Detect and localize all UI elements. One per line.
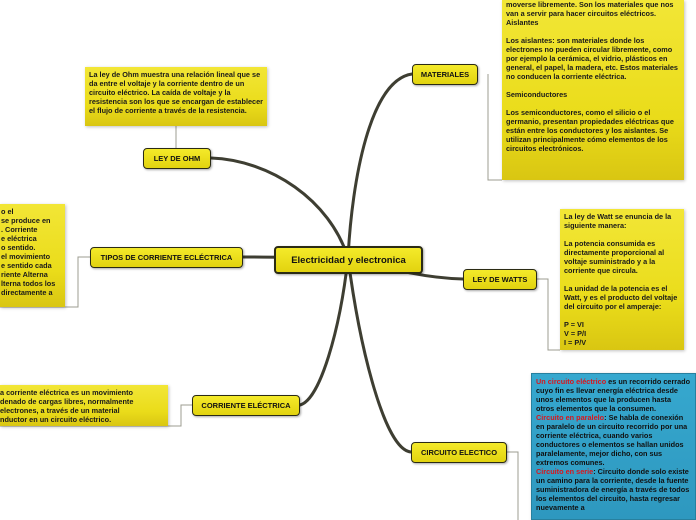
tipos-note (0, 204, 65, 307)
topic-label: CIRCUITO ELECTICO (420, 448, 498, 457)
connector-materiales-note (488, 74, 502, 180)
connector-watts-note (537, 279, 560, 350)
topic-label: MATERIALES (420, 70, 470, 79)
circuito-definition: : Se habla de conexión en paralelo de un circuito recorrido por una corriente eléctrica, cuando varios conductores o elementos se hallan unidos paralelamente, mejor dicho, con sus extremos comunes. (536, 413, 688, 467)
topic-label: CORRIENTE ELÉCTRICA (201, 401, 291, 410)
tipos-note-line: o sentido. (1, 243, 36, 252)
tipos-note-line: . Corriente (1, 225, 38, 234)
corriente-note-line: nductor en un circuito eléctrico. (0, 415, 112, 424)
ohm-note-text: La ley de Ohm muestra una relación lineal que se da entre el voltaje y la corriente dentro de un circuito eléctrico. La caída de voltaje y la resistencia son los que se encargan de establecer el flujo de corriente a través de la resistencia. (89, 70, 263, 115)
watts-note-line: P = VI (564, 320, 584, 329)
topic-label: LEY DE WATTS (472, 275, 528, 284)
tipos-note-line: se produce en (1, 216, 51, 225)
corriente-note-line: a corriente eléctrica es un movimiento (0, 388, 134, 397)
watts-note-line: I = P/V (564, 338, 587, 347)
circuito-note-paragraph (536, 413, 691, 467)
circuito-definition: es un recorrido cerrado cuyo fin es llevar energía eléctrica desde unos elementos que la producen hasta otros elementos que la consumen. (536, 377, 691, 413)
topic-materiales[interactable] (412, 64, 478, 85)
tipos-note-line: directamente a (1, 288, 53, 297)
circuito-note-paragraph (536, 467, 691, 512)
branch-corriente (300, 258, 348, 405)
corriente-note-line: denado de cargas libres, normalmente (0, 397, 134, 406)
topic-circuito-electico[interactable] (411, 442, 507, 463)
central-topic[interactable] (274, 246, 423, 274)
circuito-term: Circuito en paralelo (536, 413, 605, 422)
circuito-term: Un circuito eléctrico (536, 377, 607, 386)
ohm-note (85, 67, 267, 126)
materiales-note-line: Los semiconductores, como el silicio o el germanio, presentan propiedades eléctricas que están entre los conductores y los aislantes. Se utilizan principalmente cómo elementos de los circuitos electrónicos. (506, 108, 674, 153)
watts-note-line: La potencia consumida es directamente proporcional al voltaje suministrado y a la corriente que circula. (564, 239, 665, 275)
tipos-note-line: el movimiento (1, 252, 51, 261)
tipos-note-line: o el (1, 207, 14, 216)
corriente-note-line: electrones, a través de un material (0, 406, 120, 415)
tipos-note-line: lterna todos los (1, 279, 56, 288)
tipos-note-line: riente Alterna (1, 270, 48, 279)
topic-label: LEY DE OHM (153, 154, 201, 163)
connector-circuito-note (507, 452, 518, 520)
materiales-note-line: Aislantes (506, 18, 539, 27)
watts-note-line: La unidad de la potencia es el Watt, y es el producto del voltaje del circuito por el amperaje: (564, 284, 678, 311)
branch-materiales (348, 74, 412, 258)
topic-label: TIPOS DE CORRIENTE ECLÉCTRICA (100, 253, 233, 262)
materiales-note-line: Semiconductores (506, 90, 568, 99)
topic-tipos-de-corriente[interactable] (90, 247, 243, 268)
central-topic-label: Electricidad y electronica (291, 254, 406, 266)
circuito-note (531, 373, 696, 520)
circuito-term: Circuito en serie (536, 467, 594, 476)
materiales-note (502, 0, 684, 180)
tipos-note-line: e sentido cada (1, 261, 52, 270)
branch-ley-de-ohm (211, 158, 348, 258)
corriente-note (0, 385, 168, 426)
tipos-note-line: e eléctrica (1, 234, 37, 243)
branch-circuito (348, 258, 411, 452)
watts-note (560, 209, 684, 350)
circuito-note-paragraph (536, 377, 691, 413)
topic-corriente-electrica[interactable] (192, 395, 300, 416)
topic-ley-de-watts[interactable] (463, 269, 537, 290)
watts-note-line: La ley de Watt se enuncia de la siguiente manera: (564, 212, 672, 230)
circuito-definition: : Circuito donde solo existe un camino para la corriente, desde la fuente suministradora de energía a través de todos los elementos del circuito, hasta regresar nuevamente a (536, 467, 690, 512)
topic-ley-de-ohm[interactable] (143, 148, 211, 169)
watts-note-line: V = P/I (564, 329, 587, 338)
materiales-note-line: Los aislantes: son materiales donde los electrones no pueden circular libremente, como por ejemplo la cerámica, el vidrio, plásticos en general, el papel, la madera, etc. Estos materiales no conducen la corriente eléctrica. (506, 36, 678, 81)
materiales-note-line: moverse libremente. Son los materiales que nos van a servir para hacer circuitos eléctricos. (506, 0, 674, 18)
